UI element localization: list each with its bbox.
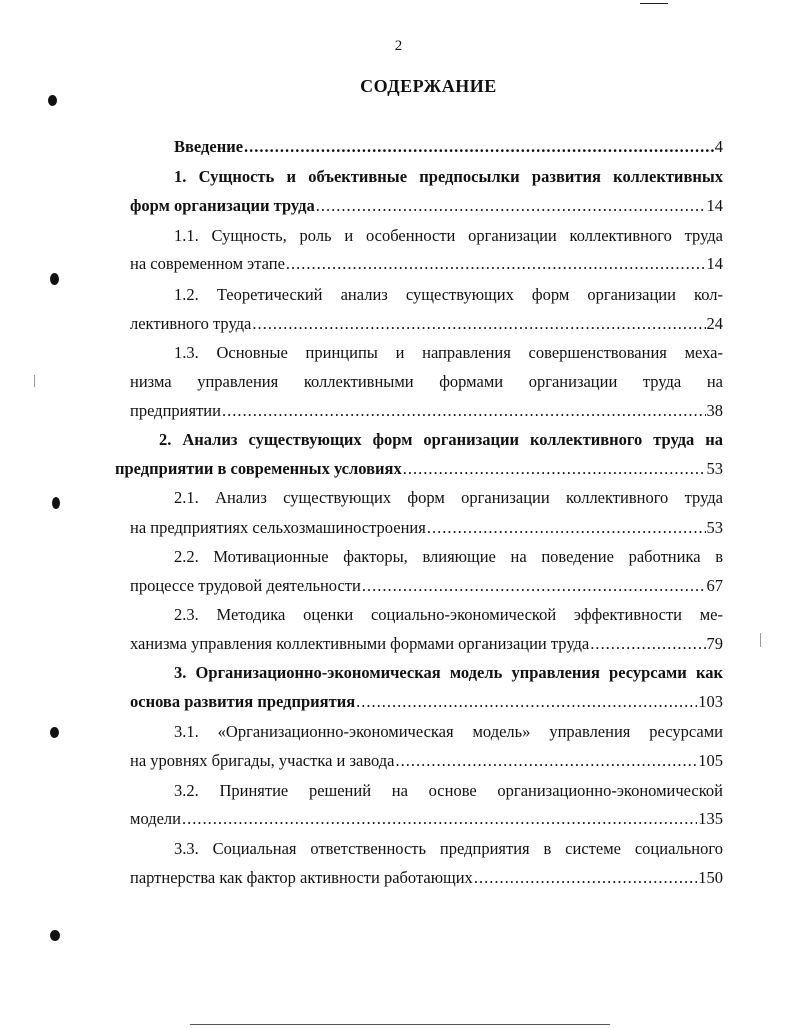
punch-hole-mark [50, 727, 59, 738]
toc-entry-2-2-cont [130, 576, 723, 596]
toc-page-number: 14 [706, 254, 723, 273]
page-number: 2 [394, 38, 403, 54]
toc-leader-dots [356, 692, 697, 712]
toc-entry-1-2: 1.2. Теоретический анализ существующих форм организации кол- [174, 285, 723, 304]
toc-leader-dots [286, 254, 706, 274]
toc-entry-title: на предприятиях сельхозмашиностроения [130, 518, 426, 537]
toc-entry-title: процессе трудовой деятельности [130, 576, 361, 595]
toc-page-number: 4 [714, 137, 723, 156]
toc-leader-dots [252, 314, 705, 334]
page-title: СОДЕРЖАНИЕ [360, 76, 497, 96]
toc-page-number: 38 [706, 401, 723, 420]
toc-entry-title: лективного труда [130, 314, 252, 333]
scan-edge-mark [640, 3, 668, 4]
toc-entry-3-1: 3.1. «Организационно-экономическая модель» управления ресурсами [174, 722, 723, 741]
toc-entry-2-3-cont [130, 634, 723, 654]
punch-hole-mark [52, 497, 60, 509]
toc-entry-chapter-2: 2. Анализ существующих форм организации коллективного труда на [159, 430, 723, 449]
toc-page-number: 135 [698, 809, 723, 828]
toc-leader-dots [427, 518, 706, 538]
toc-entry-title: партнерства как фактор активности работающих [130, 868, 473, 887]
toc-page-number: 24 [706, 314, 723, 333]
toc-leader-dots [182, 809, 697, 829]
punch-hole-mark [48, 95, 57, 106]
toc-page-number: 53 [706, 518, 723, 537]
toc-entry-3-2-cont [130, 809, 723, 829]
toc-entry-title: на уровнях бригады, участка и завода [130, 751, 395, 770]
toc-entry-2-2: 2.2. Мотивационные факторы, влияющие на поведение работника в [174, 547, 723, 566]
toc-leader-dots [590, 634, 705, 654]
toc-leader-dots [362, 576, 706, 596]
toc-entry-title: Введение [174, 137, 244, 156]
toc-entry-title: модели [130, 809, 181, 828]
toc-entry-3-3: 3.3. Социальная ответственность предприятия в системе социального [174, 839, 723, 858]
toc-entry-3-2: 3.2. Принятие решений на основе организационно-экономической [174, 781, 723, 800]
scan-bottom-edge [190, 1024, 610, 1025]
toc-leader-dots [403, 459, 706, 479]
toc-entry-1-3-end [130, 401, 723, 421]
toc-entry-intro [174, 137, 723, 157]
toc-entry-1-2-cont [130, 314, 723, 334]
toc-entry-chapter-1: 1. Сущность и объективные предпосылки развития коллективных [174, 167, 723, 186]
toc-entry-chapter-2-cont [115, 459, 723, 479]
toc-entry-3-1-cont [130, 751, 723, 771]
toc-leader-dots [316, 196, 706, 216]
toc-page-number: 14 [706, 196, 723, 215]
toc-entry-1-3: 1.3. Основные принципы и направления совершенствования меха- [174, 343, 723, 362]
toc-leader-dots [222, 401, 706, 421]
toc-page-number: 53 [706, 459, 723, 478]
toc-entry-1-3-cont: низма управления коллективными формами организации труда на [130, 372, 723, 391]
toc-page-number: 150 [698, 868, 723, 887]
punch-hole-mark [50, 930, 60, 941]
toc-entry-chapter-3: 3. Организационно-экономическая модель управления ресурсами как [174, 663, 723, 682]
toc-entry-2-1: 2.1. Анализ существующих форм организации коллективного труда [174, 488, 723, 507]
toc-page-number: 67 [706, 576, 723, 595]
toc-entry-1-1: 1.1. Сущность, роль и особенности организации коллективного труда [174, 226, 723, 245]
toc-leader-dots [474, 868, 697, 888]
toc-entry-2-1-cont [130, 518, 723, 538]
toc-leader-dots [396, 751, 698, 771]
scan-margin-tick [34, 375, 35, 387]
toc-entry-1-1-cont [130, 254, 723, 274]
toc-entry-chapter-3-cont [130, 692, 723, 712]
toc-entry-title: ханизма управления коллективными формами организации труда [130, 634, 590, 653]
toc-page-number: 79 [706, 634, 723, 653]
scan-margin-tick [760, 633, 761, 647]
toc-entry-2-3: 2.3. Методика оценки социально-экономической эффективности ме- [174, 605, 723, 624]
toc-page-number: 105 [698, 751, 723, 770]
toc-entry-title: предприятии [130, 401, 221, 420]
toc-page-number: 103 [698, 692, 723, 711]
toc-leader-dots [244, 137, 714, 157]
toc-entry-title: форм организации труда [130, 196, 315, 215]
toc-entry-chapter-1-cont [130, 196, 723, 216]
toc-entry-title: основа развития предприятия [130, 692, 356, 711]
punch-hole-mark [50, 273, 59, 285]
toc-entry-3-3-cont [130, 868, 723, 888]
toc-entry-title: на современном этапе [130, 254, 285, 273]
toc-entry-title: предприятии в современных условиях [115, 459, 402, 478]
